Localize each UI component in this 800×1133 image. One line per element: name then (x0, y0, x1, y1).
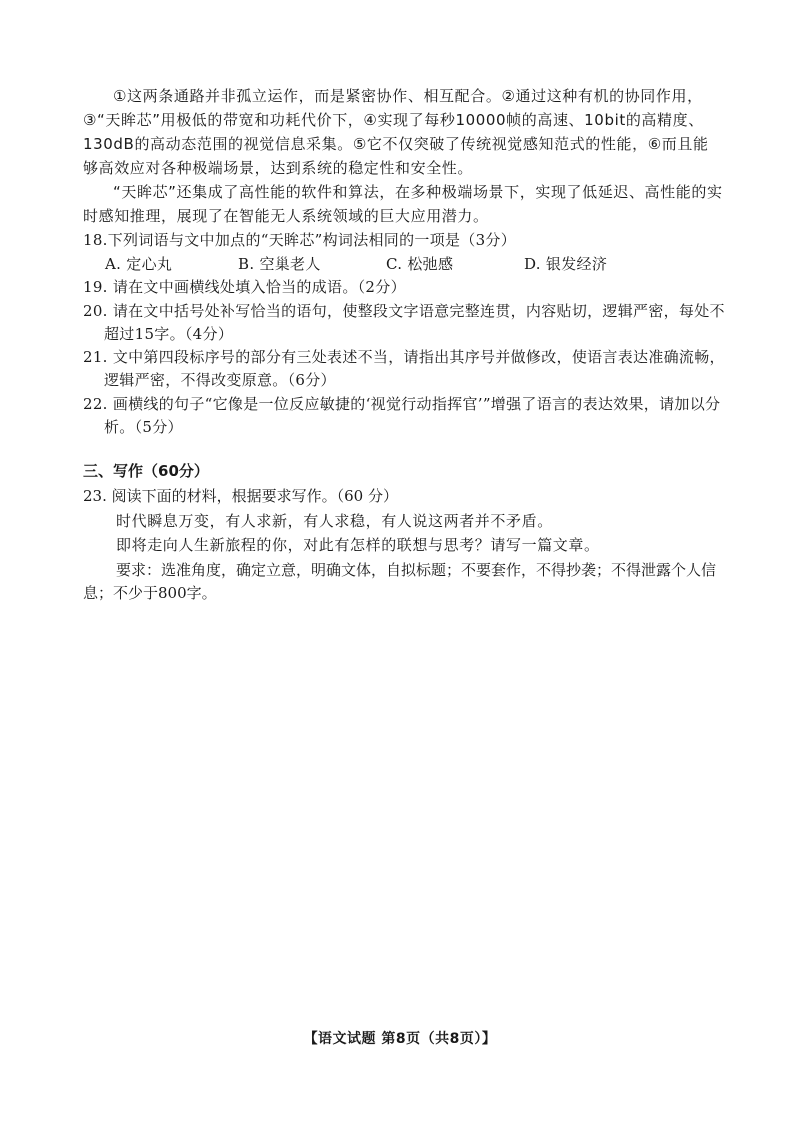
question-20: 20. 请在文中括号处补写恰当的语句，使整段文字语意完整连贯，内容贴切，逻辑严密，每处不超过15字。（4分） (83, 301, 725, 343)
question-19: 19. 请在文中画横线处填入恰当的成语。（2分） (83, 278, 406, 296)
question-list (83, 229, 728, 439)
option-a: A. 定心丸 (105, 254, 173, 273)
option-d: D. 银发经济 (524, 254, 608, 273)
section-title: 三、写作（60分） (83, 462, 209, 480)
writing-material-2: 即将走向人生新旅程的你，对此有怎样的联想与思考？请写一篇文章。 (116, 536, 600, 554)
option-b: B. 空巢老人 (238, 254, 321, 273)
page-footer: 【语文试题 第8页（共8页）】 (303, 1031, 497, 1047)
question-22: 22. 画横线的句子“它像是一位反应敏捷的‘视觉行动指挥官’”增强了语言的表达效果，请加以分析。（5分） (83, 394, 721, 436)
writing-requirement: 要求：选准角度，确定立意，明确文体，自拟标题；不要套作，不得抄袭；不得泄露个人信息；不少于800字。 (83, 560, 717, 602)
writing-material-1: 时代瞬息万变，有人求新，有人求稳，有人说这两者并不矛盾。 (116, 511, 553, 530)
passage-paragraph-1: ①这两条通路并非孤立运作，而是紧密协作、相互配合。②通过这种有机的协同作用，③“天眸芯”用极低的带宽和功耗代价下，④实现了每秒10000帧的高速、10bit的高精度、130dB的高动态范围的视觉信息采集。⑤它不仅突破了传统视觉感知范式的性能，⑥而且能够高效应对各种极端场景，达到系统的稳定性和安全性。 (83, 87, 709, 177)
question-18: 18.下列词语与文中加点的“天眸芯”构词法相同的一项是（3分） (83, 231, 517, 249)
reading-passage (83, 84, 723, 228)
question-18-options (83, 253, 728, 276)
passage-paragraph-2: “天眸芯”还集成了高性能的软件和算法，在多种极端场景下，实现了低延迟、高性能的实时感知推理，展现了在智能无人系统领域的巨大应用潜力。 (83, 183, 723, 225)
question-21: 21. 文中第四段标序号的部分有三处表述不当，请指出其序号并做修改，使语言表达准确流畅，逻辑严密，不得改变原意。（6分） (83, 348, 725, 389)
question-23: 23. 阅读下面的材料，根据要求写作。（60 分） (83, 487, 398, 505)
writing-section (83, 460, 728, 606)
option-c: C. 松弛感 (386, 254, 454, 273)
